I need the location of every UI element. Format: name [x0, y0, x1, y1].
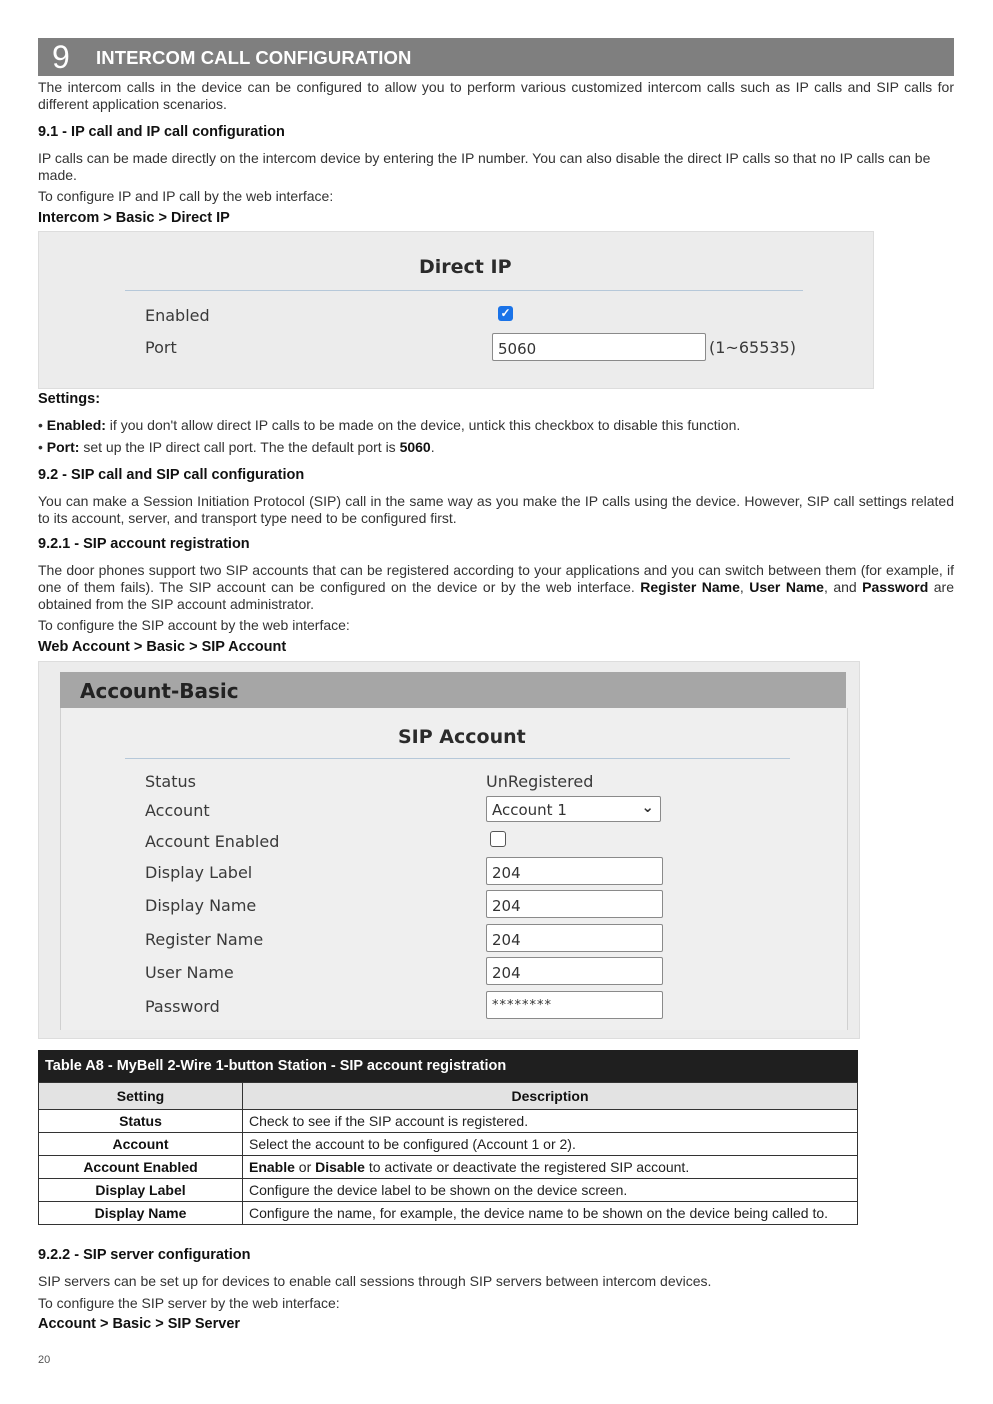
- account-basic-header: Account-Basic: [80, 679, 239, 703]
- section-9-2-2-menu-path: Account > Basic > SIP Server: [38, 1316, 241, 1332]
- display-label-input[interactable]: 204: [486, 857, 663, 885]
- section-9-2-2-instruction: To configure the SIP server by the web interface:: [38, 1295, 340, 1311]
- section-9-1-heading: 9.1 - IP call and IP call configuration: [38, 124, 285, 140]
- table-cell-description: Select the account to be configured (Account 1 or 2).: [243, 1133, 858, 1156]
- chapter-number: 9: [52, 39, 70, 75]
- enabled-label: Enabled: [145, 306, 210, 325]
- intro-paragraph: The intercom calls in the device can be configured to allow you to perform various customized intercom calls such as IP calls and SIP calls for different application scenarios.: [38, 79, 954, 112]
- bullet: •: [38, 439, 47, 455]
- settings-table: [38, 1050, 858, 1225]
- table-row: [39, 1202, 858, 1225]
- section-9-1-menu-path: Intercom > Basic > Direct IP: [38, 210, 230, 226]
- table-row: [39, 1133, 858, 1156]
- section-9-1-instruction: To configure IP and IP call by the web interface:: [38, 188, 334, 204]
- account-label: Account: [145, 801, 210, 820]
- table-cell-setting: Display Name: [39, 1202, 243, 1225]
- status-label: Status: [145, 772, 196, 791]
- table-header-row: [39, 1083, 858, 1110]
- table-cell-setting: Account Enabled: [39, 1156, 243, 1179]
- section-9-1-paragraph: IP calls can be made directly on the intercom device by entering the IP number. You can also disable the direct IP calls so that no IP calls can be made.: [38, 150, 931, 183]
- table-cell-description: Check to see if the SIP account is registered.: [243, 1110, 858, 1133]
- divider: [125, 290, 803, 291]
- port-label: Port: [145, 338, 177, 357]
- section-9-2-1-heading: 9.2.1 - SIP account registration: [38, 536, 250, 552]
- chapter-header: [38, 38, 954, 76]
- settings-enabled-item: • Enabled: if you don't allow direct IP calls to be made on the device, untick this checkbox to disable this function.: [38, 417, 741, 433]
- account-select-value: Account 1: [492, 801, 567, 819]
- table-cell-setting: Account: [39, 1133, 243, 1156]
- display-label-label: Display Label: [145, 863, 253, 882]
- bullet: •: [38, 417, 47, 433]
- table-cell-setting: Display Label: [39, 1179, 243, 1202]
- divider: [125, 758, 790, 759]
- chevron-down-icon: ⌄: [641, 798, 654, 816]
- direct-ip-screenshot: [38, 231, 874, 389]
- enabled-checkbox[interactable]: ✓: [498, 306, 513, 321]
- register-name-label: Register Name: [145, 930, 264, 949]
- direct-ip-title: Direct IP: [419, 256, 512, 278]
- chapter-title: INTERCOM CALL CONFIGURATION: [96, 47, 412, 68]
- section-9-2-1-paragraph: The door phones support two SIP accounts that can be registered according to your applications and you can switch between them (for example, if one of them fails). The SIP account can be configured on the device or by the web interface. Register Name, User Name, and Password are obtained from the SIP account administrator.: [38, 562, 954, 612]
- section-9-2-heading: 9.2 - SIP call and SIP call configuration: [38, 467, 305, 483]
- user-name-input[interactable]: 204: [486, 957, 663, 985]
- table-cell-description: Configure the name, for example, the device name to be shown on the device being called to.: [243, 1202, 858, 1225]
- register-name-input[interactable]: 204: [486, 924, 663, 952]
- status-value: UnRegistered: [486, 772, 594, 791]
- display-name-input[interactable]: 204: [486, 890, 663, 918]
- section-9-2-2-heading: 9.2.2 - SIP server configuration: [38, 1247, 251, 1263]
- table-header-setting: Setting: [39, 1083, 243, 1110]
- table-cell-setting: Status: [39, 1110, 243, 1133]
- sip-account-screenshot: [38, 661, 860, 1039]
- settings-port-item: • Port: set up the IP direct call port. The the default port is 5060.: [38, 439, 435, 455]
- table-caption: Table A8 - MyBell 2-Wire 1-button Station - SIP account registration: [38, 1050, 858, 1082]
- port-input[interactable]: 5060: [492, 333, 706, 361]
- table-row: [39, 1110, 858, 1133]
- table-header-description: Description: [243, 1083, 858, 1110]
- sip-account-title: SIP Account: [398, 726, 526, 748]
- section-9-2-1-menu-path: Web Account > Basic > SIP Account: [38, 639, 287, 655]
- password-label: Password: [145, 997, 220, 1016]
- section-9-2-2-paragraph: SIP servers can be set up for devices to enable call sessions through SIP servers between intercom devices.: [38, 1273, 712, 1289]
- section-9-2-1-instruction: To configure the SIP account by the web interface:: [38, 617, 350, 633]
- display-name-label: Display Name: [145, 896, 257, 915]
- page-number: 20: [38, 1354, 51, 1366]
- table-row: [39, 1179, 858, 1202]
- settings-heading: Settings:: [38, 391, 101, 407]
- section-9-2-paragraph: You can make a Session Initiation Protocol (SIP) call in the same way as you make the IP calls using the device. However, SIP call settings related to its account, server, and transport type need to be configured first.: [38, 493, 954, 526]
- account-select[interactable]: [486, 796, 661, 822]
- table-grid: [38, 1082, 858, 1225]
- port-range-hint: (1~65535): [709, 338, 796, 357]
- table-row: [39, 1156, 858, 1179]
- account-enabled-label: Account Enabled: [145, 832, 280, 851]
- table-cell-description: Enable or Disable to activate or deactivate the registered SIP account.: [243, 1156, 858, 1179]
- password-input[interactable]: ********: [486, 991, 663, 1019]
- account-enabled-checkbox[interactable]: [490, 831, 506, 847]
- account-basic-header-bar: [60, 672, 846, 708]
- user-name-label: User Name: [145, 963, 234, 982]
- table-cell-description: Configure the device label to be shown on the device screen.: [243, 1179, 858, 1202]
